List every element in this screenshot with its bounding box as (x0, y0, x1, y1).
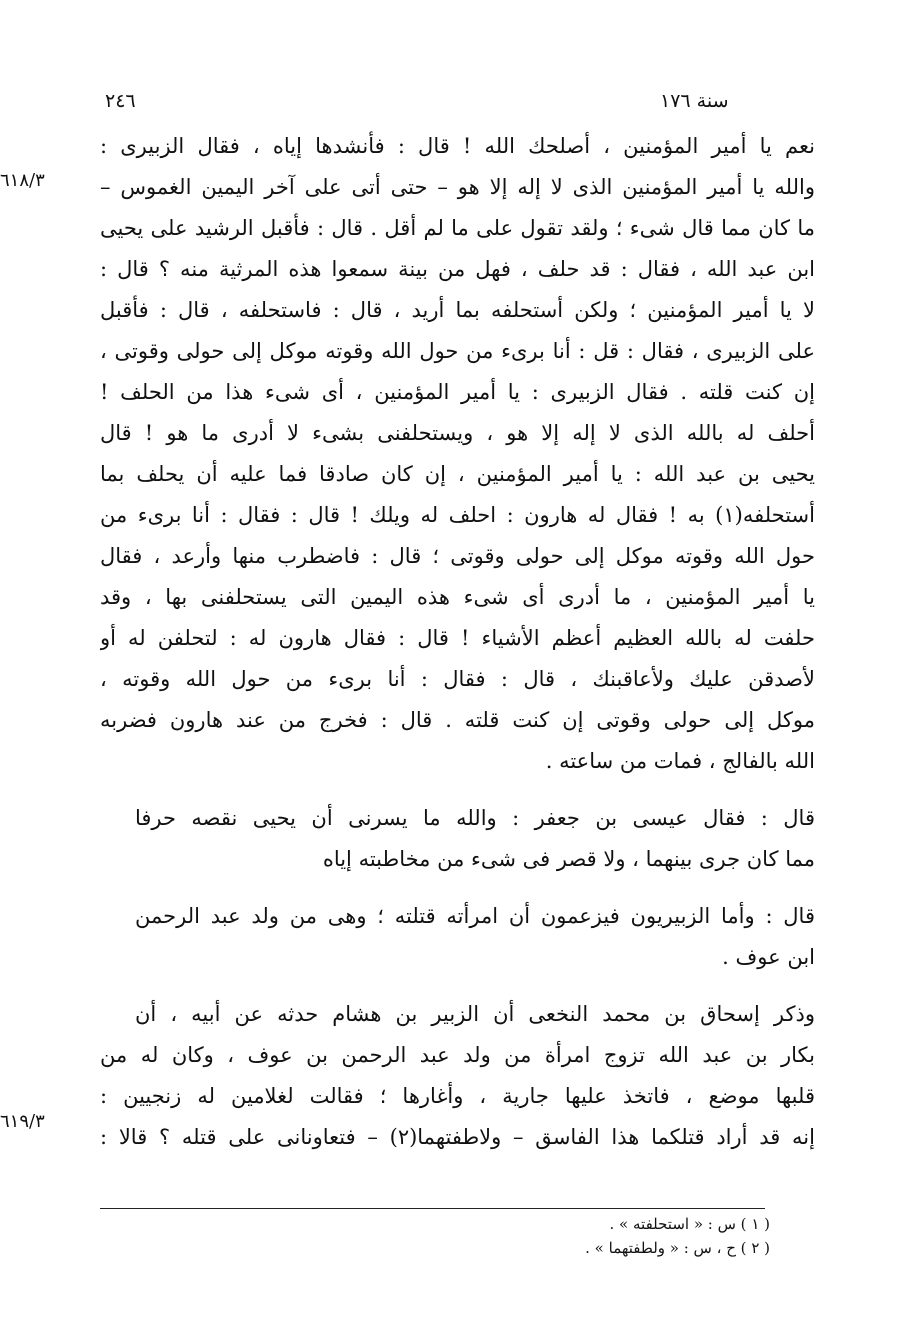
text-line: أستحلفه(١) به ! فقال له هارون : احلف له ويلك ! قال : فقال : أنا برىء من (100, 503, 815, 527)
margin-reference: ٦١٨/٣ (0, 170, 45, 191)
text-line: يحيى بن عبد الله : يا أمير المؤمنين ، إن كان صادقا فما عليه أن يحلف بما (100, 462, 815, 486)
text-line: إن كنت قلته . فقال الزبيرى : يا أمير المؤمنين ، أى شىء هذا من الحلف ! (100, 380, 815, 404)
text-line: على الزبيرى ، فقال : قل : أنا برىء من حول الله وقوته موكل إلى حولى وقوتى ، (100, 339, 815, 363)
text-line: ما كان مما قال شىء ؛ ولقد تقول على ما لم أقل . قال : فأقبل الرشيد على يحيى (100, 216, 815, 240)
text-line: موكل إلى حولى وقوتى إن كنت قلته . قال : فخرج من عند هارون فضربه (100, 708, 815, 732)
text-line: أحلف له بالله الذى لا إله إلا هو ، ويستحلفنى بشىء لا أدرى ما هو ! قال (100, 421, 815, 445)
text-line: لا يا أمير المؤمنين ؛ ولكن أستحلفه بما أريد ، قال : فاستحلفه ، قال : فأقبل (100, 298, 815, 322)
text-line: مما كان جرى بينهما ، ولا قصر فى شىء من مخاطبته إياه (322, 847, 815, 871)
text-line: قلبها موضع ، فاتخذ عليها جارية ، وأغارها ؛ فقالت لغلامين له زنجيين : (100, 1084, 815, 1108)
footnote: ( ١ ) س : « استحلفته » . (609, 1215, 770, 1233)
page-number: ٢٤٦ (105, 90, 136, 112)
text-line: نعم يا أمير المؤمنين ، أصلحك الله ! قال : فأنشدها إياه ، فقال الزبيرى : (100, 134, 815, 158)
margin-reference: ٦١٩/٣ (0, 1111, 45, 1132)
text-line: والله يا أمير المؤمنين الذى لا إله إلا هو – حتى أتى على آخر اليمين الغموس – (100, 175, 815, 199)
year-heading: سنة ١٧٦ (660, 90, 729, 112)
text-line: قال : فقال عيسى بن جعفر : والله ما يسرنى أن يحيى نقصه حرفا (135, 806, 815, 830)
footnote: ( ٢ ) ح ، س : « ولطفتهما » . (585, 1239, 770, 1257)
text-line: ابن عبد الله ، فقال : قد حلف ، فهل من بينة سمعوا هذه المرثية منه ؟ قال : (100, 257, 815, 281)
text-line: ابن عوف . (722, 945, 815, 969)
text-line: قال : وأما الزبيريون فيزعمون أن امرأته قتلته ؛ وهى من ولد عبد الرحمن (135, 904, 815, 928)
text-line: إنه قد أراد قتلكما هذا الفاسق – ولاطفتهما(٢) – فتعاونانى على قتله ؟ قالا : (100, 1125, 815, 1149)
text-line: حول الله وقوته موكل إلى حولى وقوتى ؛ قال : فاضطرب منها وأرعد ، فقال (100, 544, 815, 568)
text-line: حلفت له بالله العظيم أعظم الأشياء ! قال : فقال هارون له : لتحلفن له أو (100, 626, 815, 650)
text-line: وذكر إسحاق بن محمد النخعى أن الزبير بن هشام حدثه عن أبيه ، أن (135, 1002, 815, 1026)
text-line: بكار بن عبد الله تزوج امرأة من ولد عبد الرحمن بن عوف ، وكان له من (100, 1043, 815, 1067)
footnote-divider (100, 1208, 765, 1209)
text-line: لأصدقن عليك ولأعاقبنك ، قال : فقال : أنا برىء من حول الله وقوته ، (100, 667, 815, 691)
text-line: يا أمير المؤمنين ، ما أدرى أى شىء هذه اليمين التى يستحلفنى بها ، وقد (100, 585, 815, 609)
text-line: الله بالفالج ، فمات من ساعته . (545, 749, 815, 773)
